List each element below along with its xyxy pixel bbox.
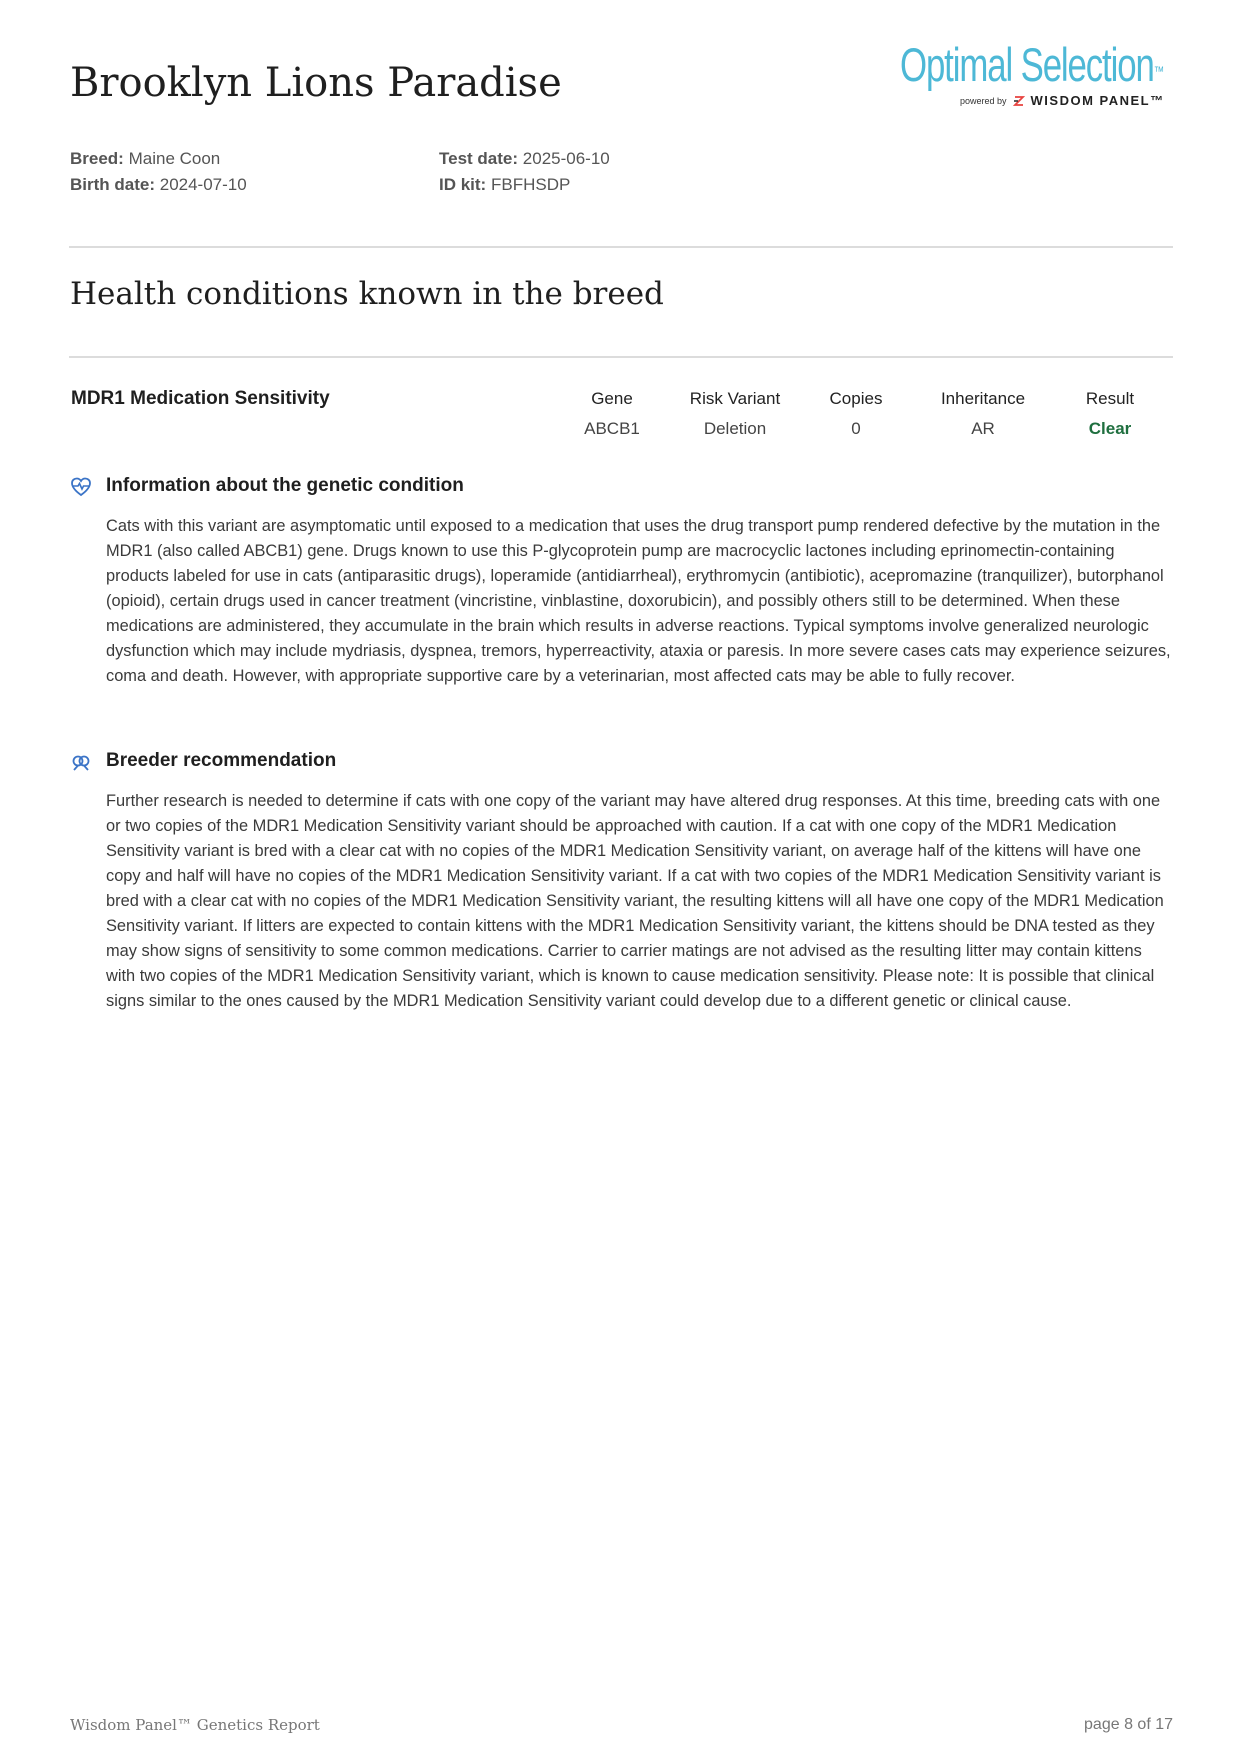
copies-column	[786, 384, 926, 444]
risk-variant-value: Deletion	[703, 419, 767, 438]
birth-date-label: Birth date:	[70, 175, 155, 194]
breed-label: Breed:	[70, 149, 124, 168]
gene-header: Gene	[591, 389, 633, 408]
divider-section	[69, 356, 1173, 358]
cat-name-title: Brooklyn Lions Paradise	[70, 60, 562, 106]
test-date-label: Test date:	[439, 149, 519, 168]
logo-wordmark	[900, 40, 1163, 90]
breed-value: Maine Coon	[128, 149, 221, 168]
gene-column	[542, 384, 682, 444]
breed-row	[70, 146, 247, 172]
breeding-icon	[70, 752, 92, 774]
footer-report-title: Wisdom Panel™ Genetics Report	[70, 1716, 320, 1734]
breeder-paragraph: Further research is needed to determine if cats with one copy of the variant may have altered drug responses. At this time, breeding cats with one or two copies of the MDR1 Medication Sensitivity variant should be approached with caution. If a cat with one copy of the MDR1 Medication Sensitivity variant is bred with a clear cat with no copies of the MDR1 Medication Sensitivity variant, on average half of the kittens will have one copy and half will have no copies of the MDR1 Medication Sensitivity variant. If a cat with two copies of the MDR1 Medication Sensitivity variant is bred with a clear cat with no copies of the MDR1 Medication Sensitivity variant, the resulting kittens will all have one copy of the MDR1 Medication Sensitivity variant. If litters are expected to contain kittens with the MDR1 Medication Sensitivity variant, the kittens should be DNA tested as they may show signs of sensitivity to some common medications. Carrier to carrier matings are not advised as the resulting litter may contain kittens with two copies of the MDR1 Medication Sensitivity variant, which is known to cause medication sensitivity. Please note: It is possible that clinical signs similar to the ones caused by the MDR1 Medication Sensitivity variant could develop due to a different genetic or clinical cause.	[106, 792, 1164, 1010]
result-column	[1040, 384, 1180, 444]
test-date-value: 2025-06-10	[522, 149, 610, 168]
divider-top	[69, 246, 1173, 248]
inheritance-column	[913, 384, 1053, 444]
logo-powered-by: powered by	[960, 95, 1007, 106]
logo-main-text: Optimal Selection	[900, 38, 1154, 91]
logo-tm: ™	[1153, 63, 1163, 79]
meta-right	[439, 146, 610, 198]
breeder-heading: Breeder recommendation	[106, 750, 337, 771]
risk-variant-header: Risk Variant	[689, 389, 781, 408]
gene-value: ABCB1	[584, 419, 640, 438]
result-value: Clear	[1088, 419, 1132, 438]
id-kit-value: FBFHSDP	[490, 175, 571, 194]
inheritance-value: AR	[971, 419, 995, 438]
logo-subline	[960, 93, 1165, 108]
meta-left	[70, 146, 247, 198]
footer-page-number: page 8 of 17	[1084, 1716, 1173, 1733]
result-header: Result	[1085, 389, 1135, 408]
info-heading: Information about the genetic condition	[106, 475, 464, 496]
logo-brand: WISDOM PANEL™	[1030, 93, 1165, 108]
optimal-selection-logo	[900, 40, 1172, 110]
copies-value: 0	[851, 419, 861, 438]
birth-date-row	[70, 172, 247, 198]
info-paragraph: Cats with this variant are asymptomatic until exposed to a medication that uses the drug transport pump rendered defective by the mutation in the MDR1 (also called ABCB1) gene. Drugs known to use this P-glycoprotein pump are macrocyclic lactones including eprinomectin-containing products labeled for use in cats (antiparasitic drugs), loperamide (antidiarrheal), erythromycin (antibiotic), acepromazine (tranquilizer), butorphanol (opioid), certain drugs used in cancer treatment (vincristine, vinblastine, doxorubicin), and possibly others still to be determined. When these medications are administered, they accumulate in the brain which results in adverse reactions. Typical symptoms involve generalized neurologic dysfunction which may include mydriasis, dyspnea, tremors, hyperreactivity, ataxia or paresis. In more severe cases cats may experience seizures, coma and death. However, with appropriate supportive care by a veterinarian, most affected cats may be able to fully recover.	[106, 517, 1171, 685]
copies-header: Copies	[829, 389, 883, 408]
condition-name: MDR1 Medication Sensitivity	[71, 388, 330, 409]
section-title: Health conditions known in the breed	[70, 276, 664, 312]
inheritance-header: Inheritance	[940, 389, 1026, 408]
risk-variant-column	[665, 384, 805, 444]
id-kit-label: ID kit:	[439, 175, 487, 194]
wisdom-panel-icon	[1013, 95, 1025, 107]
test-date-row	[439, 146, 610, 172]
birth-date-value: 2024-07-10	[159, 175, 247, 194]
id-kit-row	[439, 172, 610, 198]
heart-pulse-icon	[70, 476, 92, 498]
